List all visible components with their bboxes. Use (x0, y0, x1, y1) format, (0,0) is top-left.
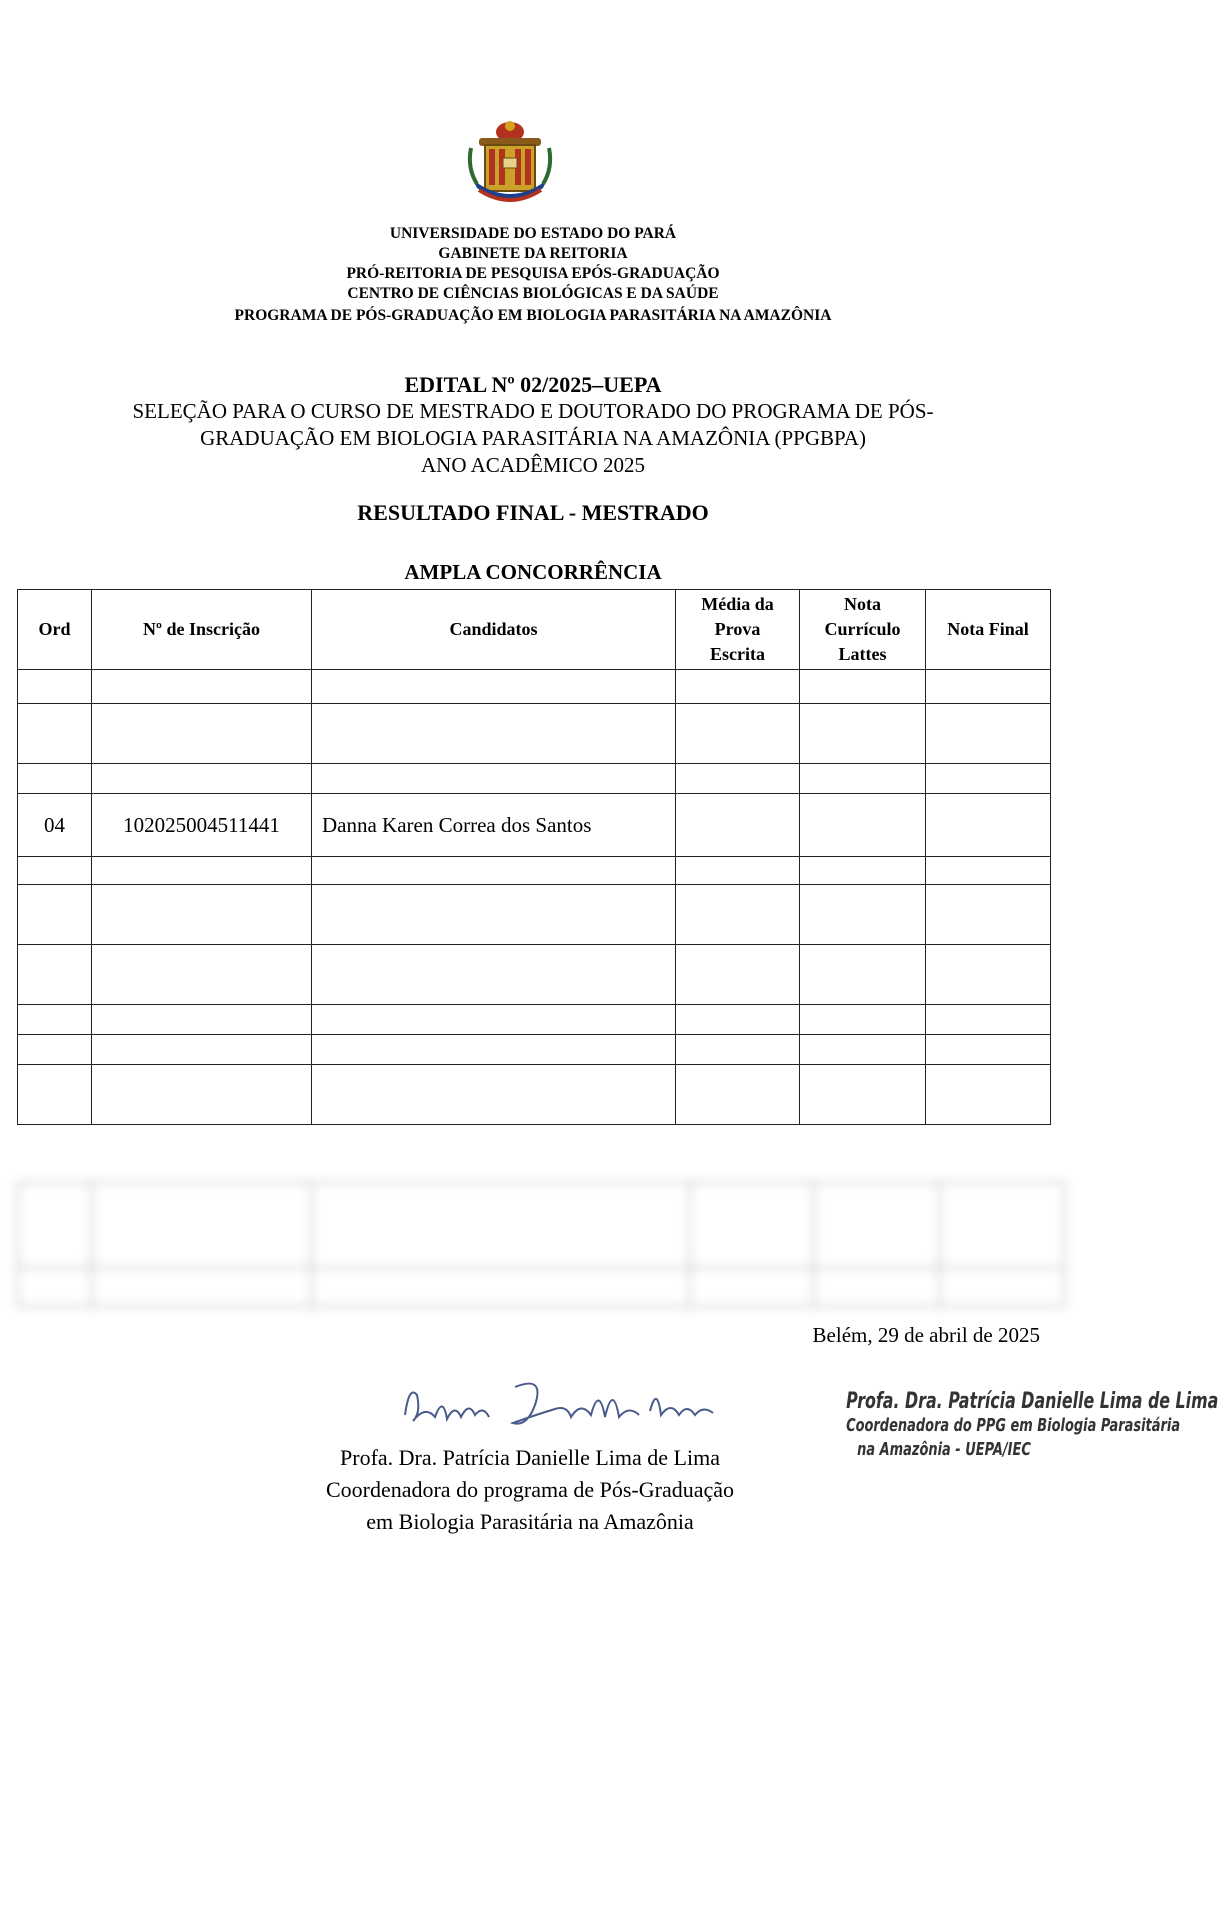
header-center: CENTRO DE CIÊNCIAS BIOLÓGICAS E DA SAÚDE (347, 285, 719, 302)
results-table (17, 589, 1051, 1125)
edital-subtitle-line: SELEÇÃO PARA O CURSO DE MESTRADO E DOUTORADO DO PROGRAMA DE PÓS- (132, 399, 934, 423)
header-text: Média da (701, 594, 774, 614)
section-title: AMPLA CONCORRÊNCIA (404, 560, 662, 584)
table-header-row (18, 590, 1051, 670)
redacted-row (18, 704, 1051, 764)
col-header-ord: Ord (18, 590, 92, 670)
col-header-nota-final: Nota Final (926, 590, 1051, 670)
cell-curriculo-redacted (800, 794, 926, 857)
col-header-inscricao: Nº de Inscrição (92, 590, 312, 670)
header-text: Prova (714, 619, 761, 639)
redacted-section (17, 1150, 1064, 1307)
signatory-block (230, 1442, 830, 1538)
header-text: Lattes (838, 644, 887, 664)
col-header-candidatos: Candidatos (312, 590, 676, 670)
edital-subtitle (60, 398, 1006, 479)
coordinator-stamp (846, 1389, 1218, 1462)
edital-subtitle-line: ANO ACADÊMICO 2025 (420, 453, 645, 477)
edital-subtitle-line: GRADUAÇÃO EM BIOLOGIA PARASITÁRIA NA AMAZÔNIA (PPGBPA) (200, 426, 866, 450)
cell-candidate-name: Danna Karen Correa dos Santos (312, 794, 676, 857)
stamp-name: Profa. Dra. Patrícia Danielle Lima de Lima (846, 1389, 1218, 1414)
col-header-curriculo (800, 590, 926, 670)
table-row-highlight (18, 794, 1051, 857)
signatory-role: em Biologia Parasitária na Amazônia (366, 1509, 694, 1534)
header-text: Nota (844, 594, 881, 614)
stamp-role: Coordenadora do PPG em Biologia Parasitária (846, 1415, 1181, 1436)
redacted-row (18, 764, 1051, 794)
redacted-row (18, 857, 1051, 885)
cell-ord: 04 (18, 794, 92, 857)
cell-inscricao: 102025004511441 (92, 794, 312, 857)
redacted-table (17, 1182, 1065, 1307)
redacted-row (18, 670, 1051, 704)
redacted-row (18, 1005, 1051, 1035)
redacted-section-title (17, 1150, 1064, 1182)
redacted-row (18, 1035, 1051, 1065)
header-text: Currículo (824, 619, 901, 639)
signatory-name: Profa. Dra. Patrícia Danielle Lima de Lima (340, 1445, 720, 1470)
redacted-row (18, 885, 1051, 945)
header-university: UNIVERSIDADE DO ESTADO DO PARÁ (389, 225, 677, 242)
redacted-row (18, 1065, 1051, 1125)
handwritten-signature (395, 1365, 740, 1445)
header-cabinet: GABINETE DA REITORIA (438, 245, 628, 262)
cell-final-redacted (926, 794, 1051, 857)
signatory-role: Coordenadora do programa de Pós-Graduação (325, 1477, 735, 1502)
edital-title: EDITAL Nº 02/2025–UEPA (404, 372, 662, 397)
header-pro-rectory: PRÓ-REITORIA DE PESQUISA EPÓS-GRADUAÇÃO (346, 265, 720, 282)
header-program: PROGRAMA DE PÓS-GRADUAÇÃO EM BIOLOGIA PARASITÁRIA NA AMAZÔNIA (234, 307, 832, 324)
university-crest-logo (465, 118, 555, 213)
cell-media-redacted (676, 794, 800, 857)
result-title: RESULTADO FINAL - MESTRADO (357, 500, 709, 525)
col-header-media-prova (676, 590, 800, 670)
stamp-institution: na Amazônia - UEPA/IEC (857, 1439, 1031, 1460)
header-text: Escrita (710, 644, 765, 664)
place-date: Belém, 29 de abril de 2025 (812, 1323, 1040, 1347)
redacted-row (18, 945, 1051, 1005)
